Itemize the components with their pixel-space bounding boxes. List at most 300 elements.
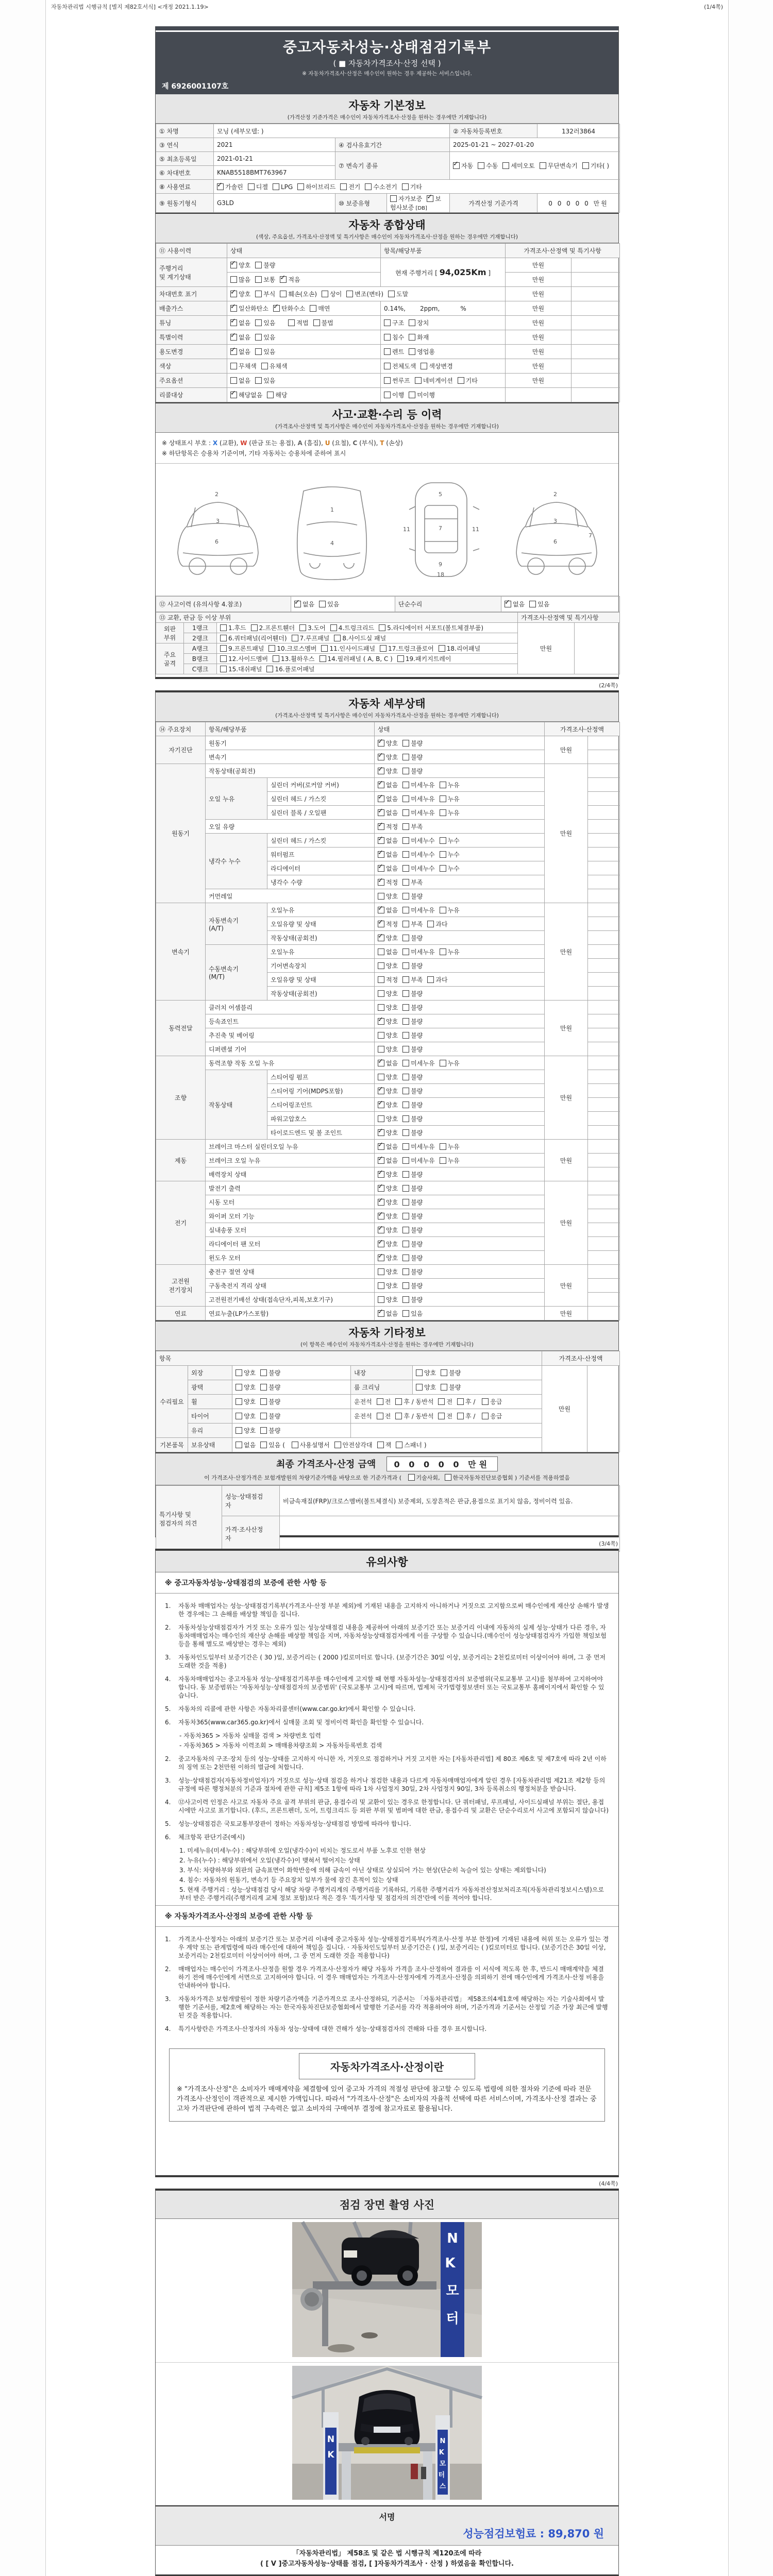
checkbox-checked[interactable]: [378, 1060, 384, 1066]
checkbox[interactable]: [427, 921, 434, 927]
checkbox[interactable]: [438, 1398, 445, 1405]
notice-item: 1. 자동차 매매업자는 성능·상태점검기록부(가격조사·산정 부분 제외)에 기재된 내용을 고지하지 아니하거나 거짓으로 고지함으로써 매수인에게 재산상 손해가 발생한 경우에는 그 손해를 배상할 책임을 집니다.: [165, 1602, 609, 1618]
page3-block: [155, 1549, 619, 2177]
part-cell: [381, 330, 506, 345]
checkbox[interactable]: [402, 754, 409, 760]
checkbox-checked[interactable]: [378, 865, 384, 872]
checkbox-label: 양호: [386, 1101, 398, 1109]
checkbox[interactable]: [268, 645, 275, 652]
checkbox[interactable]: [297, 183, 304, 190]
notice-item: 4. 자동차매매업자는 중고자동차 성능·상태점검기록부를 매수인에게 고지할 때 현행 자동차성능·상태점검자의 보증범위(국토교통부 고시)를 첨부하여 고지하여야 합니다. 동 보증범위는 '자동차성능·상태점검자의 보증범위' (국토교통부 고시)에 따르며, 법제처 국가법령정보센터 또는 국토교통부 홈페이지에서 확인할 수 있습니다.: [165, 1675, 604, 1699]
checkbox[interactable]: [440, 782, 446, 788]
checkbox-label: 없음: [386, 795, 398, 803]
checkbox[interactable]: [313, 319, 320, 326]
car-side-left-diagram: [167, 476, 268, 584]
checkbox[interactable]: [402, 782, 409, 788]
checkbox[interactable]: [409, 334, 415, 341]
checkbox[interactable]: [415, 377, 422, 384]
svg-text:6: 6: [553, 538, 557, 545]
checkbox-label: 렌트: [392, 348, 405, 355]
checkbox[interactable]: [288, 319, 295, 326]
checkbox[interactable]: [402, 1060, 409, 1066]
checkbox[interactable]: [377, 1398, 383, 1405]
checkbox-checked[interactable]: [378, 1157, 384, 1164]
checkbox[interactable]: [255, 377, 262, 384]
checkbox[interactable]: [457, 1398, 464, 1405]
state-cell: [375, 792, 545, 806]
checkbox-checked[interactable]: [378, 1213, 384, 1219]
checkbox[interactable]: [402, 921, 409, 927]
checkbox[interactable]: [397, 655, 404, 662]
checkbox[interactable]: [416, 1369, 423, 1376]
checkbox[interactable]: [402, 1268, 409, 1275]
checkbox-label: 기타: [465, 377, 478, 384]
checkbox-checked[interactable]: [378, 907, 384, 913]
checkbox[interactable]: [445, 1474, 451, 1481]
checkbox[interactable]: [402, 1185, 409, 1192]
checkbox[interactable]: [409, 392, 415, 398]
checkbox-checked[interactable]: [378, 1185, 384, 1192]
checkbox[interactable]: [377, 1442, 384, 1448]
checkbox-checked[interactable]: [378, 879, 384, 886]
checkbox[interactable]: [388, 291, 395, 297]
checkbox[interactable]: [380, 645, 386, 652]
checkbox[interactable]: [440, 851, 446, 858]
checkbox[interactable]: [440, 795, 446, 802]
checkbox[interactable]: [319, 601, 326, 607]
state-cell: [227, 345, 381, 359]
checkbox[interactable]: [441, 1384, 447, 1391]
final-price-amount: 0 0 0 0 0 만원: [386, 1456, 498, 1471]
checkbox[interactable]: [292, 1442, 298, 1448]
checkbox[interactable]: [402, 1101, 409, 1108]
checkbox-label: 없음: [239, 348, 251, 355]
checkbox[interactable]: [402, 976, 409, 983]
checkbox[interactable]: [439, 645, 445, 652]
checkbox[interactable]: [402, 837, 409, 844]
checkbox-label: 일산화탄소: [239, 305, 268, 312]
checkbox[interactable]: [260, 1442, 267, 1448]
checkbox[interactable]: [384, 348, 391, 355]
checkbox-checked[interactable]: [378, 1227, 384, 1233]
checkbox-label: 불량: [411, 990, 423, 997]
regulation-ref: 자동차관리법 시행규칙 [별지 제82호서식] <개정 2021.1.19>: [51, 4, 209, 10]
part-cell: 0.14%, 2ppm, %: [381, 301, 506, 316]
checkbox[interactable]: [236, 1384, 242, 1391]
checkbox-checked[interactable]: [230, 305, 237, 312]
checkbox[interactable]: [529, 601, 536, 607]
checkbox[interactable]: [378, 1004, 384, 1011]
checkbox-label: 있음: [263, 377, 276, 384]
checkbox[interactable]: [310, 305, 316, 312]
checkbox-checked[interactable]: [378, 823, 384, 830]
basic-info-table: [156, 124, 620, 213]
state-cell: [375, 903, 545, 917]
etc-band: 자동차 기타정보 (이 항목은 매수인이 자동차가격조사·산정을 원하는 경우에만 기재합니다): [156, 1320, 618, 1351]
checkbox[interactable]: [378, 948, 384, 955]
item-label: 시동 모터: [206, 1195, 375, 1209]
item-label: 등속죠인트: [206, 1014, 375, 1028]
checkbox[interactable]: [402, 1241, 409, 1247]
price-cell: 만원: [545, 764, 588, 903]
checkbox-checked[interactable]: [230, 291, 237, 297]
checkbox-checked[interactable]: [273, 305, 280, 312]
item-label: 워터펌프: [267, 848, 375, 861]
checkbox[interactable]: [378, 893, 384, 900]
checkbox-label: 양호: [386, 1171, 398, 1178]
checkbox-checked[interactable]: [378, 809, 384, 816]
checkbox[interactable]: [255, 291, 262, 297]
checkbox-checked[interactable]: [280, 276, 287, 283]
state-cell: [375, 1042, 545, 1056]
checkbox[interactable]: [402, 865, 409, 872]
checkbox[interactable]: [402, 1129, 409, 1136]
checkbox[interactable]: [416, 1384, 423, 1391]
checkbox-checked[interactable]: [378, 782, 384, 788]
checkbox-checked[interactable]: [230, 262, 237, 268]
checkbox[interactable]: [220, 645, 227, 652]
checkbox[interactable]: [299, 624, 306, 631]
checkbox[interactable]: [402, 1199, 409, 1206]
checkbox[interactable]: [378, 1296, 384, 1303]
item-label: 와이퍼 모터 기능: [206, 1209, 375, 1223]
checkbox-label: 불량: [411, 1031, 423, 1039]
checkbox-checked[interactable]: [378, 1310, 384, 1317]
checkbox[interactable]: [402, 1018, 409, 1025]
checkbox[interactable]: [220, 655, 227, 662]
checkbox[interactable]: [267, 392, 274, 398]
checkbox[interactable]: [230, 377, 237, 384]
checkbox-label: 썬루프: [392, 377, 410, 384]
checkbox[interactable]: [440, 907, 446, 913]
opinion-group-label: 특기사항 및 점검자의 의견: [156, 1486, 222, 1552]
checkbox[interactable]: [378, 1032, 384, 1039]
checkbox[interactable]: [402, 851, 409, 858]
checkbox-checked[interactable]: [427, 195, 433, 202]
checkbox[interactable]: [280, 291, 287, 297]
checkbox[interactable]: [402, 183, 409, 190]
checkbox[interactable]: [402, 935, 409, 941]
checkbox[interactable]: [438, 1413, 445, 1419]
checkbox[interactable]: [440, 1060, 446, 1066]
item-label: 스티어링 펌프: [267, 1070, 375, 1084]
checkbox-label: 영업용: [417, 348, 435, 355]
checkbox[interactable]: [402, 1074, 409, 1080]
checkbox[interactable]: [402, 1213, 409, 1219]
checkbox-checked[interactable]: [378, 768, 384, 774]
checkbox[interactable]: [402, 948, 409, 955]
table-row: ⑨ 원동기형식 G3LD ⑩ 보증유형 자가보증 ✓ 보험사보증 [DB] 가격산정 기준가격 0 0 0 0 0 만원: [156, 194, 620, 213]
price-cell: [506, 388, 572, 402]
checkbox-checked[interactable]: [378, 795, 384, 802]
price-cell: 만원: [506, 359, 572, 374]
checkbox[interactable]: [379, 624, 385, 631]
checkbox[interactable]: [440, 865, 446, 872]
checkbox-checked[interactable]: [230, 319, 237, 326]
state-cell: [227, 301, 381, 316]
sub-group-label: 오일 누유: [206, 778, 267, 820]
checkbox[interactable]: [273, 183, 279, 190]
checkbox[interactable]: [378, 962, 384, 969]
item-label: 발전기 출력: [206, 1181, 375, 1195]
checkbox-checked[interactable]: [378, 1018, 384, 1025]
detail-row: [156, 1140, 620, 1154]
checkbox[interactable]: [260, 1369, 267, 1376]
checkbox[interactable]: [230, 363, 237, 369]
rank-row: C랭크 15.대쉬패널 16.플로어패널: [156, 664, 620, 674]
checkbox[interactable]: [402, 1227, 409, 1233]
sub-group-label: 냉각수 누수: [206, 834, 267, 889]
checkbox[interactable]: [378, 1115, 384, 1122]
checkbox[interactable]: [402, 962, 409, 969]
checkbox-label: 불량: [411, 934, 423, 942]
checkbox[interactable]: [402, 1088, 409, 1094]
checkbox-label: 없음: [386, 1157, 398, 1164]
checkbox[interactable]: [540, 162, 546, 169]
checkbox[interactable]: [402, 768, 409, 774]
checkbox-checked[interactable]: [378, 1255, 384, 1261]
checkbox[interactable]: [384, 334, 391, 341]
checkbox[interactable]: [334, 1442, 341, 1448]
checkbox-checked[interactable]: [378, 1129, 384, 1136]
checkbox[interactable]: [402, 1171, 409, 1178]
checkbox[interactable]: [255, 319, 262, 326]
checkbox[interactable]: [230, 276, 237, 283]
checkbox[interactable]: [273, 655, 279, 662]
checkbox[interactable]: [378, 1268, 384, 1275]
checkbox[interactable]: [408, 1474, 415, 1481]
checkbox-checked[interactable]: [378, 921, 384, 927]
checkbox[interactable]: [421, 363, 427, 369]
checkbox-checked[interactable]: [230, 348, 237, 355]
checkbox-checked[interactable]: [230, 334, 237, 341]
checkbox[interactable]: [402, 1310, 409, 1317]
checkbox[interactable]: [236, 1398, 242, 1405]
checkbox[interactable]: [236, 1413, 242, 1419]
checkbox[interactable]: [440, 1143, 446, 1150]
item-label: 파워고압호스: [267, 1112, 375, 1126]
state-cell: [227, 287, 506, 301]
checkbox-label: 불량: [263, 262, 276, 269]
checkbox-checked[interactable]: [378, 935, 384, 941]
checkbox-label: 양호: [386, 990, 398, 997]
state-cell: [375, 959, 545, 973]
checkbox[interactable]: [458, 377, 464, 384]
device-group-label: 원동기: [156, 764, 206, 903]
checkbox-checked[interactable]: [378, 851, 384, 858]
car-side-right-diagram: [506, 476, 607, 584]
checkbox[interactable]: [261, 363, 268, 369]
device-group-label: 연료: [156, 1307, 206, 1320]
checkbox-label: 누유: [447, 1157, 460, 1164]
checkbox[interactable]: [220, 635, 227, 641]
legend-codes: ※ 상태표시 부호 : X (교환), W (판금 또는 용접), A (흠집), U (요철), C (부식), T (손상): [162, 439, 403, 447]
checkbox[interactable]: [378, 1074, 384, 1080]
checkbox-label: 없음: [513, 601, 525, 608]
notice-subitem: 1. 미세누유(미세누수) : 해당부위에 오일(냉각수)이 비치는 정도로서 부품 노후로 인한 현상: [179, 1847, 426, 1854]
checkbox[interactable]: [321, 645, 328, 652]
checkbox-label: 후: [404, 1413, 410, 1420]
checkbox-label: 세미오토: [511, 162, 535, 170]
checkbox[interactable]: [220, 666, 227, 672]
checkbox[interactable]: [260, 1413, 267, 1419]
price-cell: 만원: [506, 301, 572, 316]
checkbox-label: 부족: [411, 920, 423, 928]
checkbox[interactable]: [502, 162, 509, 169]
svg-text:7: 7: [438, 525, 442, 532]
checkbox-checked[interactable]: [217, 183, 224, 190]
checkbox[interactable]: [377, 1413, 383, 1419]
checkbox[interactable]: [409, 319, 415, 326]
checkbox-label: 불량: [449, 1384, 461, 1391]
svg-text:11: 11: [472, 526, 479, 533]
final-price-band: [156, 1452, 618, 1485]
checkbox[interactable]: [402, 823, 409, 830]
checkbox[interactable]: [427, 976, 434, 983]
checkbox[interactable]: [402, 1004, 409, 1011]
checkbox-checked[interactable]: [230, 392, 237, 398]
checkbox[interactable]: [266, 666, 273, 672]
item-label: 오일유량 및 상태: [267, 973, 375, 987]
checkbox[interactable]: [440, 809, 446, 816]
checkbox[interactable]: [402, 879, 409, 886]
checkbox-checked[interactable]: [378, 754, 384, 760]
checkbox[interactable]: [260, 1398, 267, 1405]
checkbox[interactable]: [236, 1369, 242, 1376]
notice-item: 3. 자동차가격은 보험개발원이 정한 차량기준가액을 기준가격으로 조사·산정하되, 기준서는 「자동차관리법」 제58조의4제1호에 해당하는 자는 기술사회에서 발행한 기준서를, 제2호에 해당하는 자는 한국자동차진단보증협회에서 발행한 기준서를 각각 적용하여야 하며, 기준가격과 기준서는 산정일 기준 가장 최근에 발행된 것을 적용합니다.: [165, 1995, 608, 2019]
checkbox[interactable]: [255, 262, 262, 268]
checkbox[interactable]: [441, 1369, 447, 1376]
checkbox[interactable]: [582, 162, 589, 169]
checkbox[interactable]: [248, 183, 255, 190]
checkbox-label: 없음: [386, 1143, 398, 1150]
checkbox[interactable]: [482, 1398, 489, 1405]
definition-box-title: 자동차가격조사·산정이란: [299, 2053, 475, 2079]
checkbox[interactable]: [390, 195, 397, 202]
checkbox[interactable]: [378, 976, 384, 983]
state-cell: [375, 1251, 545, 1265]
checkbox[interactable]: [402, 795, 409, 802]
checkbox-checked[interactable]: [294, 601, 301, 607]
checkbox-checked[interactable]: [505, 601, 511, 607]
checkbox[interactable]: [384, 319, 391, 326]
checkbox[interactable]: [220, 624, 227, 631]
checkbox[interactable]: [260, 1384, 267, 1391]
checkbox-label: 불량: [411, 1087, 423, 1095]
checkbox[interactable]: [402, 1255, 409, 1261]
checkbox[interactable]: [330, 624, 337, 631]
checkbox[interactable]: [402, 990, 409, 997]
checkbox[interactable]: [402, 740, 409, 747]
checkbox[interactable]: [402, 1115, 409, 1122]
checkbox[interactable]: [255, 334, 262, 341]
checkbox-label: 양호: [386, 1198, 398, 1206]
checkbox-checked[interactable]: [378, 837, 384, 844]
header-note: ※ 자동차가격조사·산정은 매수인이 원하는 경우 제공하는 서비스입니다.: [302, 71, 472, 77]
checkbox[interactable]: [346, 291, 353, 297]
rank-items: 9.프론트패널 10.크로스멤버 11.인사이드패널 17.트렁크플로어 18.리어패널: [217, 643, 518, 654]
checkbox-checked[interactable]: [378, 1241, 384, 1247]
checkbox[interactable]: [457, 1413, 464, 1419]
checkbox[interactable]: [260, 1427, 267, 1434]
checkbox[interactable]: [384, 392, 391, 398]
checkbox[interactable]: [236, 1427, 242, 1434]
checkbox[interactable]: [409, 348, 415, 355]
checkbox[interactable]: [440, 1157, 446, 1164]
checkbox[interactable]: [255, 348, 262, 355]
checkbox[interactable]: [340, 183, 347, 190]
checkbox-checked[interactable]: [378, 1199, 384, 1206]
checkbox[interactable]: [402, 1282, 409, 1289]
state-cell: [375, 1112, 545, 1126]
mileage-cell: 현재 주행거리 [ 94,025Km ]: [381, 258, 506, 287]
checkbox[interactable]: [402, 1046, 409, 1053]
checkbox-label: 색상변경: [429, 363, 453, 370]
checkbox[interactable]: [384, 377, 391, 384]
checkbox[interactable]: [402, 1143, 409, 1150]
rank-items: 15.대쉬패널 16.플로어패널: [217, 664, 518, 674]
checkbox-label: 부족: [411, 976, 423, 984]
checkbox[interactable]: [292, 635, 298, 641]
checkbox[interactable]: [402, 907, 409, 913]
checkbox[interactable]: [396, 1442, 402, 1448]
checkbox-checked[interactable]: [378, 1143, 384, 1150]
checkbox[interactable]: [402, 809, 409, 816]
checkbox[interactable]: [395, 1413, 402, 1419]
basic-info-band: 자동차 기본정보 (가격산정 기준가격은 매수인이 자동차가격조사·산정을 원하는 경우에만 기재합니다): [156, 94, 618, 124]
checkbox[interactable]: [395, 1398, 402, 1405]
checkbox[interactable]: [255, 276, 262, 283]
checkbox-label: 장치: [417, 319, 429, 327]
checkbox[interactable]: [334, 635, 341, 641]
checkbox-checked[interactable]: [453, 162, 460, 169]
checkbox-checked[interactable]: [378, 740, 384, 747]
checkbox-checked[interactable]: [378, 1088, 384, 1094]
state-cell: [375, 931, 545, 945]
checkbox[interactable]: [402, 893, 409, 900]
checkbox-checked[interactable]: [378, 1101, 384, 1108]
checkbox[interactable]: [478, 162, 484, 169]
checkbox[interactable]: [365, 183, 372, 190]
page2-block: [155, 690, 619, 1542]
checkbox[interactable]: [402, 1157, 409, 1164]
checkbox-label: 양호: [424, 1369, 436, 1377]
svg-text:4: 4: [330, 540, 334, 547]
checkbox[interactable]: [251, 624, 258, 631]
svg-text:3: 3: [216, 518, 220, 524]
item-label: 실내송풍 모터: [206, 1223, 375, 1237]
checkbox[interactable]: [378, 990, 384, 997]
checkbox-label: 미세누수: [411, 851, 435, 858]
checkbox-label: 전: [384, 1398, 391, 1405]
checkbox[interactable]: [378, 1046, 384, 1053]
device-group-label: 자기진단: [156, 736, 206, 764]
checkbox-checked[interactable]: [378, 1171, 384, 1178]
checkbox[interactable]: [440, 837, 446, 844]
checkbox[interactable]: [482, 1413, 489, 1419]
checkbox[interactable]: [440, 948, 446, 955]
checkbox[interactable]: [402, 1032, 409, 1039]
checkbox-label: 자동: [461, 162, 474, 170]
checkbox[interactable]: [402, 1296, 409, 1303]
checkbox[interactable]: [322, 291, 328, 297]
checkbox[interactable]: [384, 363, 391, 369]
checkbox[interactable]: [378, 1282, 384, 1289]
checkbox[interactable]: [236, 1442, 242, 1448]
checkbox-label: 양호: [244, 1413, 256, 1420]
checkbox[interactable]: [320, 655, 326, 662]
document-header: [156, 26, 618, 94]
